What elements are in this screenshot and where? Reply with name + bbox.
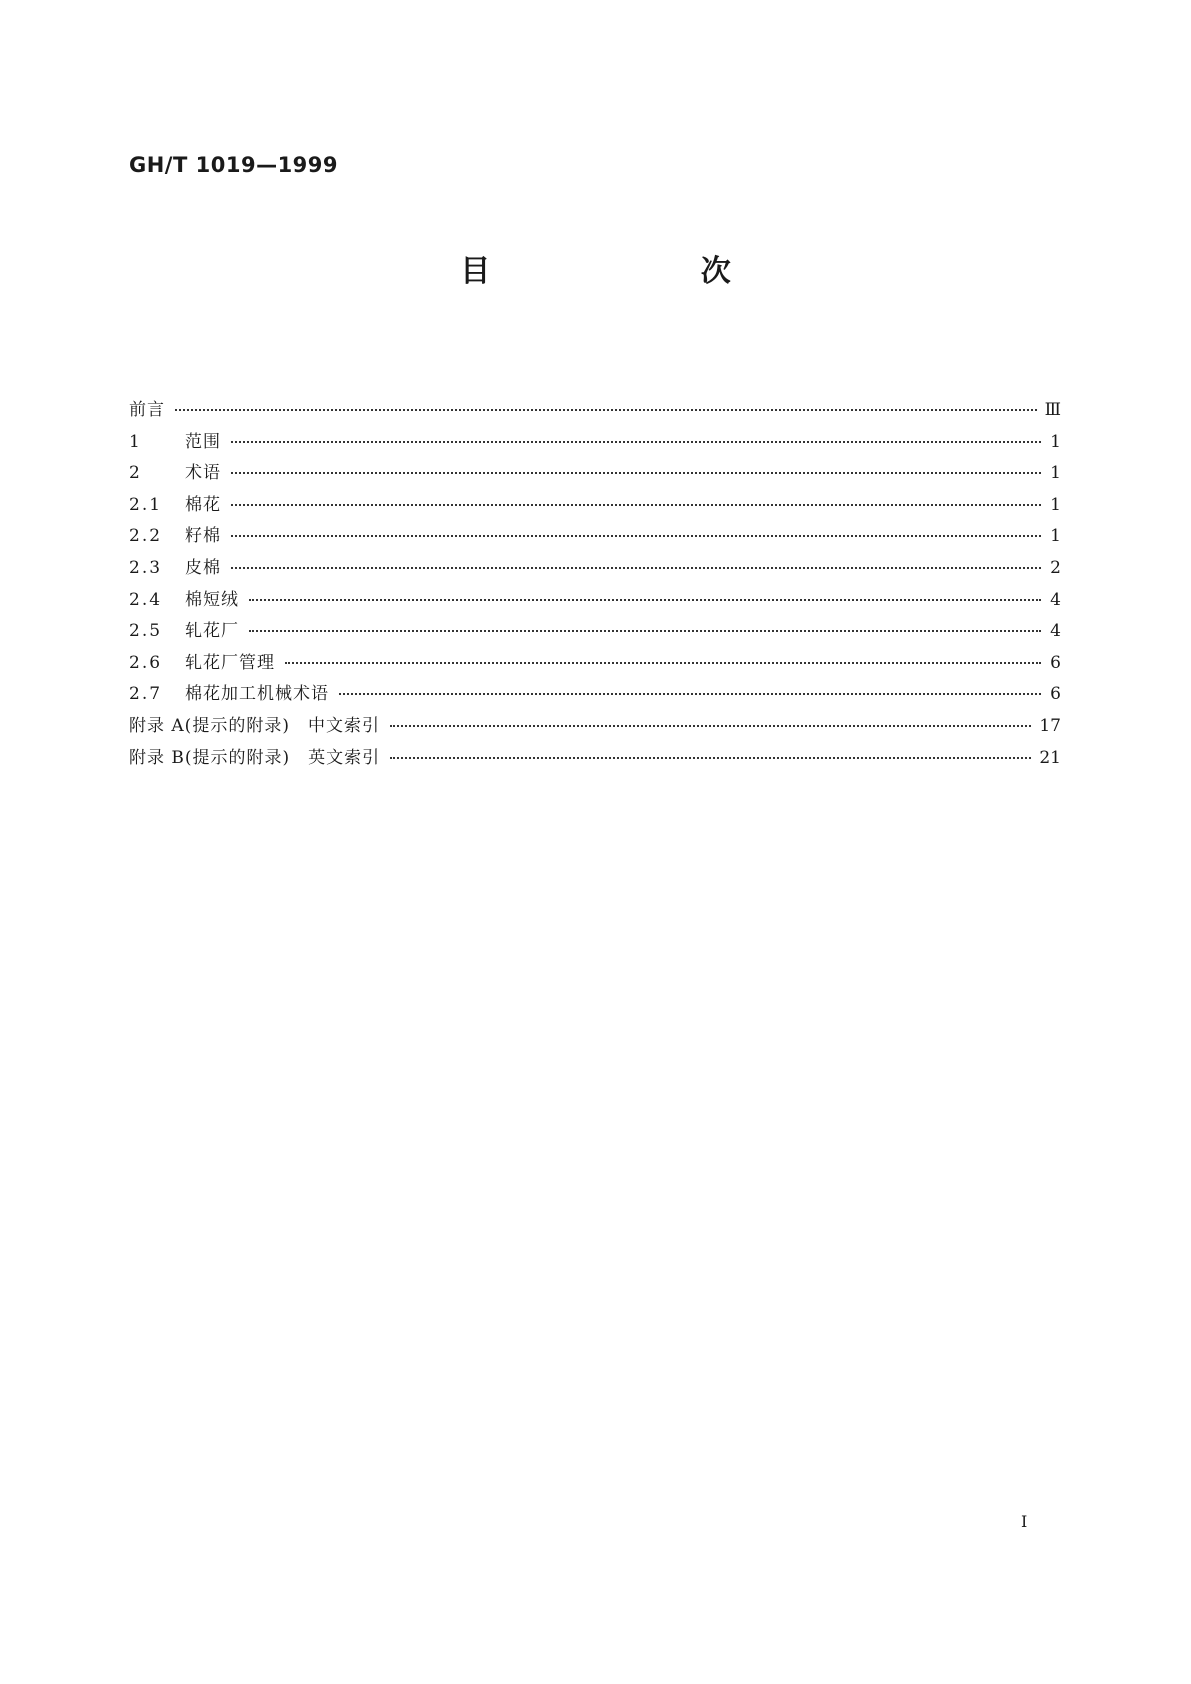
toc-entry-page: 1 bbox=[1050, 494, 1061, 515]
toc-entry-number: 2.7 bbox=[129, 684, 163, 705]
toc-dot-leader bbox=[231, 535, 1041, 537]
toc-entry-terms[interactable] bbox=[129, 458, 1061, 490]
toc-entry-label: 皮棉 bbox=[185, 557, 221, 578]
toc-entry-lint-cotton[interactable] bbox=[129, 553, 1061, 585]
toc-entry-label: 附录 A(提示的附录) 中文索引 bbox=[129, 715, 380, 736]
toc-entry-label: 范围 bbox=[185, 431, 221, 452]
toc-entry-number: 2.2 bbox=[129, 526, 163, 547]
toc-dot-leader bbox=[231, 567, 1041, 569]
toc-entry-page: 4 bbox=[1050, 621, 1061, 642]
toc-dot-leader bbox=[231, 472, 1041, 474]
toc-dot-leader bbox=[175, 409, 1037, 411]
toc-entry-cotton[interactable] bbox=[129, 490, 1061, 522]
toc-entry-page: 1 bbox=[1050, 431, 1061, 452]
toc-entry-page: Ⅲ bbox=[1044, 400, 1061, 420]
toc-dot-leader bbox=[231, 504, 1041, 506]
toc-entry-label: 附录 B(提示的附录) 英文索引 bbox=[129, 747, 381, 768]
toc-dot-leader bbox=[249, 599, 1041, 601]
toc-dot-leader bbox=[390, 757, 1031, 759]
toc-entry-label: 前言 bbox=[129, 400, 165, 420]
toc-entry-seed-cotton[interactable] bbox=[129, 521, 1061, 553]
toc-entry-number: 2 bbox=[129, 463, 142, 484]
toc-entry-page: 1 bbox=[1050, 526, 1061, 547]
toc-entry-scope[interactable] bbox=[129, 427, 1061, 459]
page-title: 目 次 bbox=[460, 254, 831, 289]
toc-entry-number: 2.3 bbox=[129, 557, 163, 578]
toc-dot-leader bbox=[339, 693, 1041, 695]
toc-entry-label: 棉短绒 bbox=[185, 589, 239, 610]
page-number: I bbox=[1021, 1512, 1028, 1531]
toc-entry-linters[interactable] bbox=[129, 585, 1061, 617]
toc-entry-number: 2.4 bbox=[129, 589, 163, 610]
toc-entry-machinery-terms[interactable] bbox=[129, 679, 1061, 711]
toc-entry-label: 轧花厂管理 bbox=[185, 652, 275, 673]
toc-entry-gin-management[interactable] bbox=[129, 648, 1061, 680]
toc-dot-leader bbox=[231, 441, 1041, 443]
toc-entry-appendix-a[interactable] bbox=[129, 711, 1061, 743]
toc-entry-label: 籽棉 bbox=[185, 526, 221, 547]
toc-entry-appendix-b[interactable] bbox=[129, 743, 1061, 775]
toc-entry-gin-plant[interactable] bbox=[129, 616, 1061, 648]
toc-entry-page: 21 bbox=[1039, 747, 1061, 768]
toc-entry-number: 1 bbox=[129, 431, 142, 452]
toc-entry-page: 17 bbox=[1039, 715, 1061, 736]
standard-code: GH/T 1019—1999 bbox=[129, 153, 339, 177]
toc-entry-label: 棉花 bbox=[185, 494, 221, 515]
toc-entry-label: 轧花厂 bbox=[185, 621, 239, 642]
toc-entry-number: 2.6 bbox=[129, 652, 163, 673]
toc-entry-page: 6 bbox=[1050, 684, 1061, 705]
toc-entry-page: 1 bbox=[1050, 463, 1061, 484]
toc-dot-leader bbox=[249, 630, 1041, 632]
toc-entry-page: 6 bbox=[1050, 652, 1061, 673]
toc-entry-foreword[interactable] bbox=[129, 395, 1061, 427]
toc-entry-label: 术语 bbox=[185, 463, 221, 484]
toc-entry-number: 2.5 bbox=[129, 621, 163, 642]
table-of-contents bbox=[129, 395, 1061, 774]
toc-dot-leader bbox=[390, 725, 1031, 727]
toc-dot-leader bbox=[285, 662, 1041, 664]
toc-entry-label: 棉花加工机械术语 bbox=[185, 684, 329, 705]
toc-entry-page: 4 bbox=[1050, 589, 1061, 610]
toc-entry-page: 2 bbox=[1050, 557, 1061, 578]
toc-entry-number: 2.1 bbox=[129, 494, 163, 515]
